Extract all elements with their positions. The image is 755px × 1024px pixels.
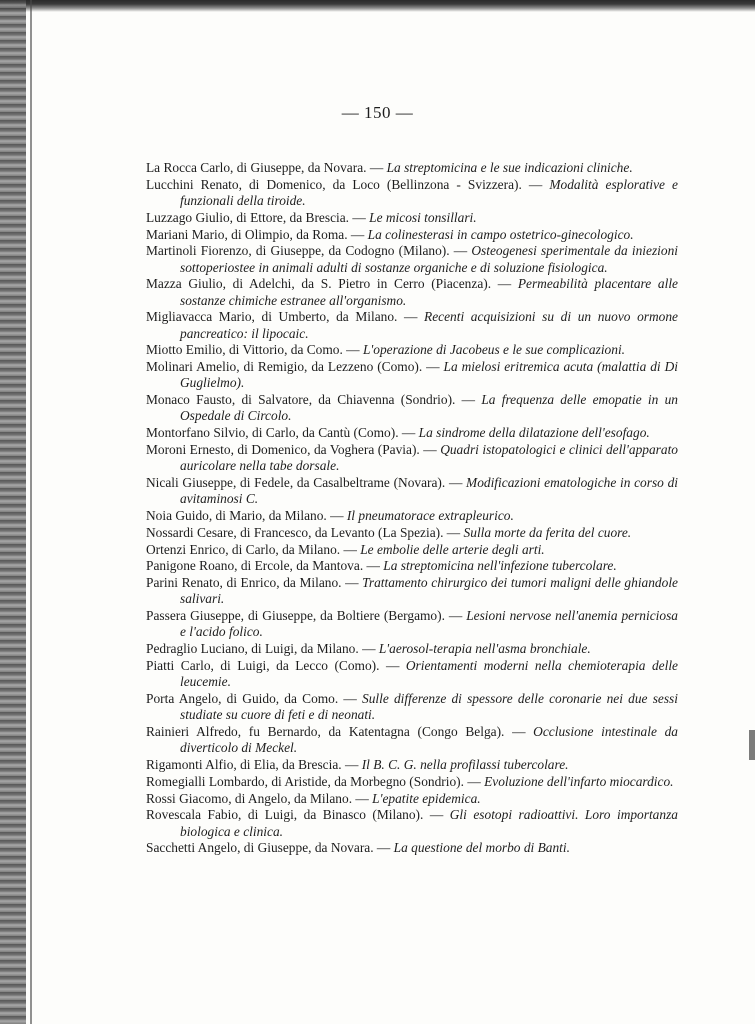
entry-title: Il pneumatorace extrapleurico. bbox=[346, 507, 514, 523]
list-item bbox=[146, 840, 678, 856]
entry-title: Modalità esplorative e funzionali della tiroide. bbox=[180, 176, 678, 208]
entry-title: Osteogenesi sperimentale da iniezioni sottoperiostee in animali adulti di sostanze organiche e di soluzione fisiologica. bbox=[180, 243, 678, 275]
entry-author: Rigamonti Alfio, di Elia, da Brescia. — bbox=[146, 756, 362, 772]
list-item bbox=[146, 774, 678, 790]
list-item bbox=[146, 757, 678, 773]
entry-title: L'aerosol-terapia nell'asma bronchiale. bbox=[378, 641, 591, 657]
list-item bbox=[146, 425, 678, 441]
entry-author: Montorfano Silvio, di Carlo, da Cantù (Como). — bbox=[146, 425, 419, 441]
entry-author: Lucchini Renato, di Domenico, da Loco (Bellinzona - Svizzera). — bbox=[146, 176, 550, 192]
entry-title: Sulla morte da ferita del cuore. bbox=[463, 524, 632, 540]
top-edge-shadow bbox=[0, 0, 755, 12]
entry-title: La streptomicina nell'infezione tubercolare. bbox=[383, 558, 617, 574]
entry-title: Quadri istopatologici e clinici dell'apparato auricolare nella tabe dorsale. bbox=[180, 441, 678, 474]
entry-author: Rovescala Fabio, di Luigi, da Binasco (Milano). — bbox=[146, 807, 450, 823]
entry-author: Monaco Fausto, di Salvatore, da Chiavenna (Sondrio). — bbox=[146, 392, 482, 408]
entry-author: Passera Giuseppe, di Giuseppe, da Boltiere (Bergamo). — bbox=[146, 608, 467, 624]
entry-title: Recenti acquisizioni su di un nuovo ormone pancreatico: il lipocaic. bbox=[180, 309, 678, 341]
entry-title: Sulle differenze di spessore delle coronarie nei due sessi studiate su cuore di feti e di neonati. bbox=[180, 690, 678, 723]
entry-author: Nicali Giuseppe, di Fedele, da Casalbeltrame (Novara). — bbox=[146, 474, 467, 490]
entry-title: Modificazioni ematologiche in corso di avitaminosi C. bbox=[180, 474, 678, 507]
list-item bbox=[146, 342, 678, 358]
entry-title: L'operazione di Jacobeus e le sue complicazioni. bbox=[362, 342, 626, 358]
list-item bbox=[146, 359, 678, 391]
page-number: — 150 — bbox=[341, 103, 414, 122]
entry-author: Sacchetti Angelo, di Giuseppe, da Novara. — bbox=[146, 840, 394, 856]
entry-title: La colinesterasi in campo ostetrico-ginecologico. bbox=[367, 226, 634, 242]
list-item bbox=[146, 210, 678, 226]
entry-title: La questione del morbo di Banti. bbox=[393, 840, 570, 856]
entry-title: Orientamenti moderni nella chemioterapia delle leucemie. bbox=[180, 657, 679, 690]
entry-title: La frequenza delle emopatie in un Ospedale di Circolo. bbox=[180, 392, 678, 424]
entry-author: Miotto Emilio, di Vittorio, da Como. — bbox=[146, 342, 363, 358]
entry-author: Moroni Ernesto, di Domenico, da Voghera (Pavia). — bbox=[146, 441, 441, 457]
list-item bbox=[146, 724, 678, 756]
list-item bbox=[146, 227, 678, 243]
list-item bbox=[146, 276, 678, 308]
entry-author: Migliavacca Mario, di Umberto, da Milano. — bbox=[146, 309, 425, 325]
list-item bbox=[146, 641, 678, 657]
thesis-list bbox=[146, 160, 678, 857]
entry-title: Le micosi tonsillari. bbox=[369, 209, 477, 225]
entry-author: Romegialli Lombardo, di Aristide, da Morbegno (Sondrio). — bbox=[146, 773, 485, 789]
entry-title: La sindrome della dilatazione dell'esofago. bbox=[418, 425, 650, 441]
list-item bbox=[146, 807, 678, 839]
list-item bbox=[146, 608, 678, 640]
entry-title: Lesioni nervose nell'anemia perniciosa e l'acido folico. bbox=[180, 608, 678, 640]
entry-author: Ortenzi Enrico, di Carlo, da Milano. — bbox=[146, 541, 361, 557]
entry-author: Pedraglio Luciano, di Luigi, da Milano. — bbox=[146, 641, 379, 657]
entry-title: Occlusione intestinale da diverticolo di Meckel. bbox=[180, 723, 678, 756]
list-item bbox=[146, 508, 678, 524]
list-item bbox=[146, 791, 678, 807]
list-item bbox=[146, 575, 678, 607]
entry-title: L'epatite epidemica. bbox=[372, 790, 481, 806]
entry-title: La mielosi eritremica acuta (malattia di Di Guglielmo). bbox=[180, 359, 678, 391]
list-item bbox=[146, 475, 678, 507]
page-edge-mark bbox=[749, 730, 755, 760]
entry-author: Piatti Carlo, di Luigi, da Lecco (Como). — bbox=[146, 657, 406, 673]
list-item bbox=[146, 558, 678, 574]
entry-author: Parini Renato, di Enrico, da Milano. — bbox=[146, 575, 363, 591]
entry-author: Rossi Giacomo, di Angelo, da Milano. — bbox=[146, 790, 373, 806]
entry-title: Le embolie delle arterie degli arti. bbox=[360, 541, 545, 557]
entry-title: La streptomicina e le sue indicazioni cliniche. bbox=[386, 160, 633, 175]
entry-title: Il B. C. G. nella profilassi tubercolare. bbox=[361, 756, 569, 772]
entry-author: Luzzago Giulio, di Ettore, da Brescia. — bbox=[146, 209, 370, 225]
list-item bbox=[146, 243, 678, 275]
entry-author: Porta Angelo, di Guido, da Como. — bbox=[146, 690, 362, 706]
binding-edge bbox=[0, 0, 26, 1024]
list-item bbox=[146, 525, 678, 541]
entry-author: Martinoli Fiorenzo, di Giuseppe, da Codogno (Milano). — bbox=[146, 243, 472, 259]
entry-author: Rainieri Alfredo, fu Bernardo, da Katentagna (Congo Belga). — bbox=[146, 723, 534, 739]
list-item bbox=[146, 309, 678, 341]
entry-author: Mazza Giulio, di Adelchi, da S. Pietro in Cerro (Piacenza). — bbox=[146, 276, 518, 292]
entry-author: Mariani Mario, di Olimpio, da Roma. — bbox=[146, 226, 368, 242]
entry-author: Molinari Amelio, di Remigio, da Lezzeno (Como). — bbox=[146, 359, 444, 375]
list-item bbox=[146, 160, 678, 176]
list-item bbox=[146, 691, 678, 723]
entry-author: Nossardi Cesare, di Francesco, da Levanto (La Spezia). — bbox=[146, 524, 464, 540]
entry-author: Noia Guido, di Mario, da Milano. — bbox=[146, 507, 347, 523]
entry-title: Gli esotopi radioattivi. Loro importanza biologica e clinica. bbox=[180, 807, 678, 839]
list-item bbox=[146, 542, 678, 558]
list-item bbox=[146, 392, 678, 424]
entry-author: La Rocca Carlo, di Giuseppe, da Novara. — bbox=[146, 160, 387, 175]
entry-author: Panigone Roano, di Ercole, da Mantova. — bbox=[146, 558, 384, 574]
list-item bbox=[146, 442, 678, 474]
entry-title: Evoluzione dell'infarto miocardico. bbox=[484, 773, 674, 789]
entry-title: Trattamento chirurgico dei tumori maligni delle ghiandole salivari. bbox=[180, 575, 678, 607]
list-item bbox=[146, 658, 678, 690]
list-item bbox=[146, 177, 678, 209]
binding-line bbox=[30, 0, 32, 1024]
entry-title: Permeabilità placentare alle sostanze chimiche estranee all'organismo. bbox=[180, 276, 678, 308]
